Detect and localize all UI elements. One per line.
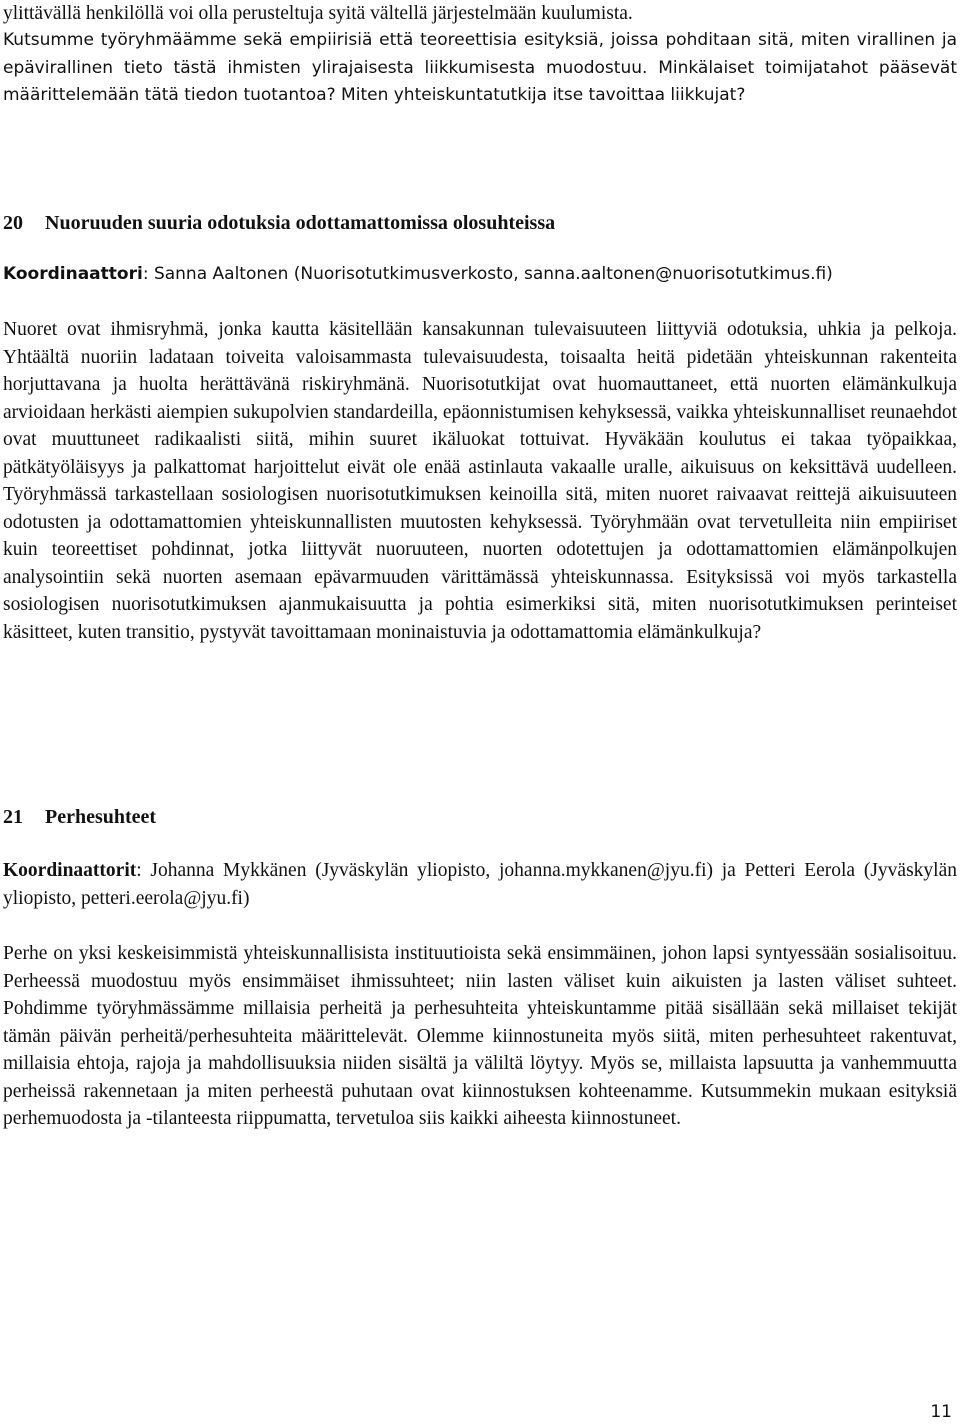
intro-paragraph: Kutsumme työryhmäämme sekä empiirisiä että teoreettisia esityksiä, joissa pohditaan sitä, miten virallinen ja epävirallinen tieto tästä ihmisten ylirajaisesta liikkumisesta muodostuu. Minkälaiset toimijatahot pääsevät määrittelemään tätä tiedon tuotantoa? Miten yhteiskuntatutkija itse tavoittaa liikkujat?	[3, 30, 957, 105]
section-21-title: Perhesuhteet	[45, 806, 157, 828]
section-20-heading	[3, 210, 957, 237]
section-20-coordinator	[3, 261, 957, 288]
intro-paragraph-line1: ylittävällä henkilöllä voi olla perusteltuja syitä vältellä järjestelmään kuulumista.	[3, 3, 633, 24]
section-20-title: Nuoruuden suuria odotuksia odottamattomissa olosuhteissa	[45, 212, 556, 234]
section-21-coordinator	[3, 857, 957, 912]
section-20-body: Nuoret ovat ihmisryhmä, jonka kautta käsitellään kansakunnan tulevaisuuteen liittyviä odotuksia, uhkia ja pelkoja. Yhtäältä nuoriin ladataan toiveita valoisammasta tulevaisuudesta, toisaalta heitä pidetään yhteiskunnan rakenteita horjuttavana ja huolta herättävänä riskiryhmänä. Nuorisotutkijat ovat huomauttaneet, että nuorten elämänkulkuja arvioidaan herkästi aiempien sukupolvien standardeilla, epäonnistumisen kehyksessä, vaikka yhteiskunnalliset reunaehdot ovat muuttuneet radikaalisti siitä, mihin suuret ikäluokat tottuivat. Hyväkään koulutus ei takaa työpaikkaa, pätkätyöläisyys ja palkattomat harjoittelut eivät ole enää astinlauta vakaalle uralle, aikuisuus on keksittävä uudelleen. Työryhmässä tarkastellaan sosiologisen nuorisotutkimuksen keinoilla sitä, miten nuoret raivaavat reittejä aikuisuuteen odotusten ja odottamattomien yhteiskunnallisten muutosten kehyksessä. Työryhmään ovat tervetulleita niin empiiriset kuin teoreettiset pohdinnat, jotka liittyvät nuoruuteen, nuorten odotettujen ja odottamattomien elämänpolkujen analysointiin sekä nuorten asemaan epävarmuuden värittämässä yhteiskunnassa. Esityksissä voi myös tarkastella sosiologisen nuorisotutkimuksen ajanmukaisuutta ja pohtia esimerkiksi sitä, miten nuorisotutkimuksen perinteiset käsitteet, kuten transitio, pystyvät tavoittamaan moninaistuvia ja odottamattomia elämänkulkuja?	[3, 319, 957, 643]
section-21-number: 21	[3, 806, 23, 828]
section-21-heading	[3, 804, 957, 831]
section-21-coordinator-text: : Johanna Mykkänen (Jyväskylän yliopisto, johanna.mykkanen@jyu.fi) ja Petteri Eerola (Jyväskylän yliopisto, petteri.eerola@jyu.fi)	[3, 860, 957, 909]
section-20-coordinator-text: : Sanna Aaltonen (Nuorisotutkimusverkosto, sanna.aaltonen@nuorisotutkimus.fi)	[142, 264, 833, 284]
section-21-body: Perhe on yksi keskeisimmistä yhteiskunnallisista instituutioista sekä ensimmäinen, johon lapsi syntyessään sosialisoituu. Perheessä muodostuu myös ensimmäiset ihmissuhteet; niin lasten väliset kuin aikuisten ja lasten väliset suhteet. Pohdimme työryhmässämme millaisia perheitä ja perhesuhteita yhteiskuntamme pitää sisällään sekä millaiset tekijät tämän päivän perheitä/perhesuhteita määrittelevät. Olemme kiinnostuneita myös siitä, miten perhesuhteet rakentuvat, millaisia ehtoja, rajoja ja mahdollisuuksia niiden sisältä ja väliltä löytyy. Myös se, millaista lapsuutta ja vanhemmuutta perheissä rakennetaan ja miten perheestä puhutaan ovat kiinnostuksen kohteenamme. Kutsummekin mukaan esityksiä perhemuodosta ja -tilanteesta riippumatta, tervetuloa siis kaikki aiheesta kiinnostuneet.	[3, 943, 957, 1129]
page-number: 11	[930, 1402, 952, 1422]
section-21-coordinator-label: Koordinaattorit	[3, 860, 137, 881]
section-20-coordinator-label: Koordinaattori	[3, 264, 143, 284]
section-20-number: 20	[3, 212, 23, 234]
